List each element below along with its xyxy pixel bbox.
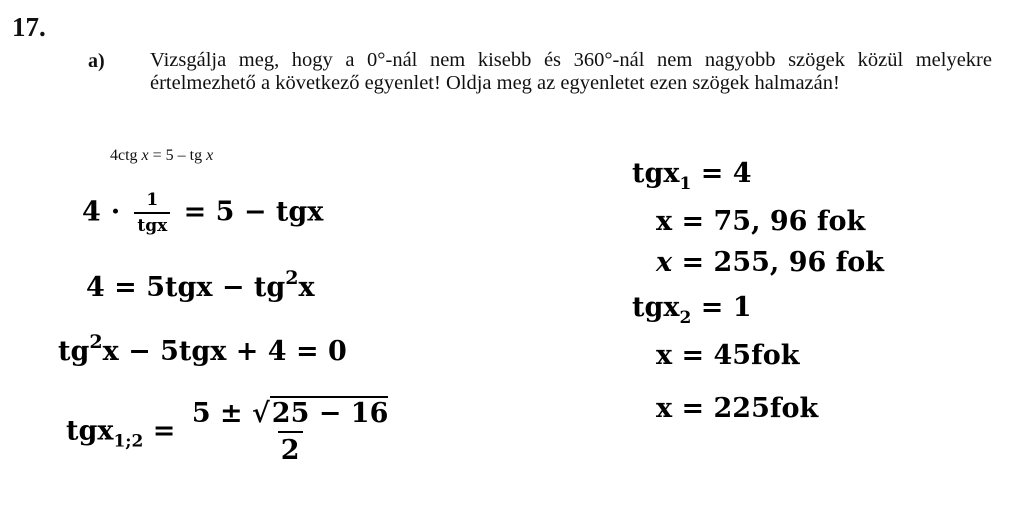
line4-lhs: tgx — [66, 415, 114, 447]
line1-denominator: tgx — [134, 212, 170, 236]
root1-rhs: = 4 — [700, 158, 752, 189]
line2-post: x — [298, 272, 315, 303]
line1-fraction — [134, 190, 170, 236]
problem-number: 17. — [12, 12, 46, 42]
root2-lhs: tgx — [632, 292, 680, 323]
solution-line-3 — [58, 331, 347, 367]
root1-solution-2-rest: = 255, 96 fok — [681, 247, 885, 278]
line4-subscript: 1;2 — [113, 431, 144, 452]
root2-solution-1: x = 45fok — [656, 340, 800, 371]
line4-fraction — [189, 398, 392, 466]
line2-exponent: 2 — [285, 267, 299, 289]
root1-line — [632, 158, 752, 194]
line4-numerator: 5 ± √25 − 16 — [191, 398, 389, 429]
root2-subscript: 2 — [679, 308, 692, 328]
given-lhs-var: x — [141, 147, 149, 164]
line3-exponent: 2 — [89, 331, 103, 353]
part-label: a) — [88, 50, 105, 72]
line4-radicand: 25 − 16 — [271, 398, 389, 429]
line4-denominator: 2 — [278, 431, 303, 466]
root1-solution-2-var: x — [656, 247, 673, 278]
solution-line-1 — [82, 190, 323, 236]
line4-num-pre: 5 ± — [191, 398, 253, 429]
solution-line-2 — [86, 267, 315, 303]
root1-solution-2 — [656, 247, 884, 278]
root1-lhs: tgx — [632, 158, 680, 189]
root1-solution-1: x = 75, 96 fok — [656, 206, 866, 237]
root2-line — [632, 292, 752, 328]
line1-numerator: 1 — [146, 190, 159, 210]
line3-post: x − 5tgx + 4 = 0 — [102, 336, 347, 367]
line4-equals: = — [152, 415, 176, 447]
line1-post: = 5 − tgx — [183, 196, 324, 228]
given-equation — [110, 147, 213, 165]
root2-rhs: = 1 — [700, 292, 752, 323]
line1-pre: 4 ⋅ — [82, 196, 121, 228]
root2-solution-2: x = 225fok — [656, 393, 819, 424]
given-rhs-var: x — [206, 147, 214, 164]
line2-pre: 4 = 5tgx − tg — [86, 272, 286, 303]
line3-pre: tg — [58, 336, 90, 367]
root1-subscript: 1 — [679, 174, 692, 194]
problem-text: Vizsgálja meg, hogy a 0°-nál nem kisebb és 360°-nál nem nagyobb szögek közül melyekre értelmezhető a következő egyenlet! Oldja meg az egyenletet ezen szögek halmazán! — [150, 49, 992, 94]
solution-line-4 — [66, 398, 395, 466]
given-lhs: 4ctg — [110, 147, 138, 164]
given-rhs: = 5 – tg — [152, 147, 203, 164]
